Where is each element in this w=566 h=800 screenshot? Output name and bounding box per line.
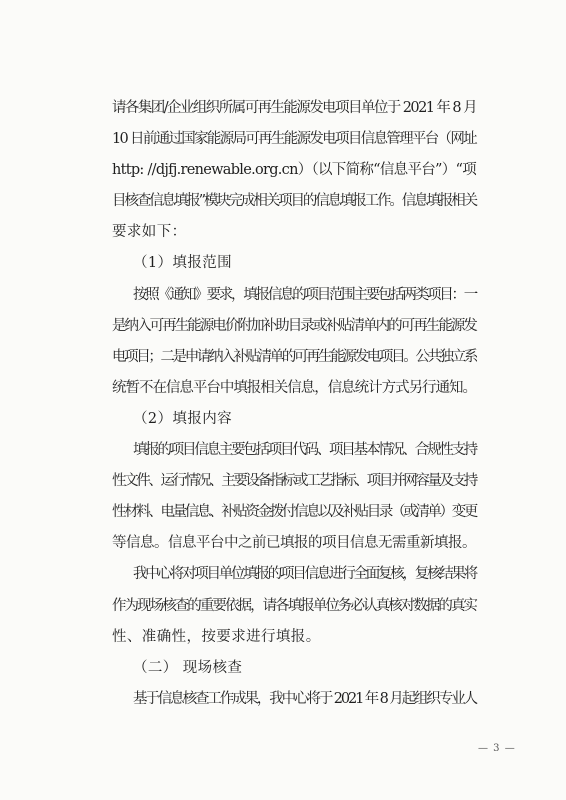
scope-line: 电项目；二是申请纳入补贴清单的可再生能源发电项目。公共独立系 <box>112 349 476 365</box>
review-line: 我中心将对项目单位填报的项目信息进行全面复核，复核结果将 <box>133 566 476 582</box>
section-2-line: （二） 现场核查 <box>133 660 243 676</box>
scope-line: 是纳入可再生能源电价附加补助目录或补贴清单内的可再生能源发 <box>112 318 476 334</box>
review-line: 性、准确性，按要求进行填报。 <box>112 629 321 645</box>
intro-line: http: //djfj.renewable.org.cn）（以下简称“信息平台”）“项 <box>112 162 476 178</box>
content-line: 填报的项目信息主要包括项目代码、项目基本情况、合规性支持 <box>133 442 476 458</box>
intro-line: 10 日前通过国家能源局可再生能源发电项目信息管理平台（网址 <box>112 131 476 147</box>
heading-1-line: （1）填报范围 <box>133 255 233 271</box>
content-line: 等信息。信息平台中之前已填报的项目信息无需重新填报。 <box>112 535 476 551</box>
content-line: 性材料、电量信息、补贴资金拨付信息以及补贴目录（或清单）变更 <box>112 504 476 520</box>
onsite-line: 基于信息核查工作成果，我中心将于 2021 年 8 月起组织专业人 <box>133 691 476 707</box>
review-line: 作为现场核查的重要依据，请各填报单位务必认真核对数据的真实 <box>112 598 476 614</box>
scope-line: 按照《通知》要求，填报信息的项目范围主要包括两类项目：一 <box>133 287 476 303</box>
intro-line: 要求如下： <box>112 224 187 240</box>
heading-2-line: （2）填报内容 <box>133 411 233 427</box>
intro-line: 请各集团/企业组织所属可再生能源发电项目单位于 2021 年 8 月 <box>112 100 476 116</box>
scope-line: 统暂不在信息平台中填报相关信息，信息统计方式另行通知。 <box>112 380 476 396</box>
page-number: — 3 — <box>478 743 516 754</box>
intro-line: 目核查信息填报”模块完成相关项目的信息填报工作。信息填报相关 <box>112 193 476 209</box>
content-line: 性文件、运行情况、主要设备指标或工艺指标、项目并网容量及支持 <box>112 473 476 489</box>
